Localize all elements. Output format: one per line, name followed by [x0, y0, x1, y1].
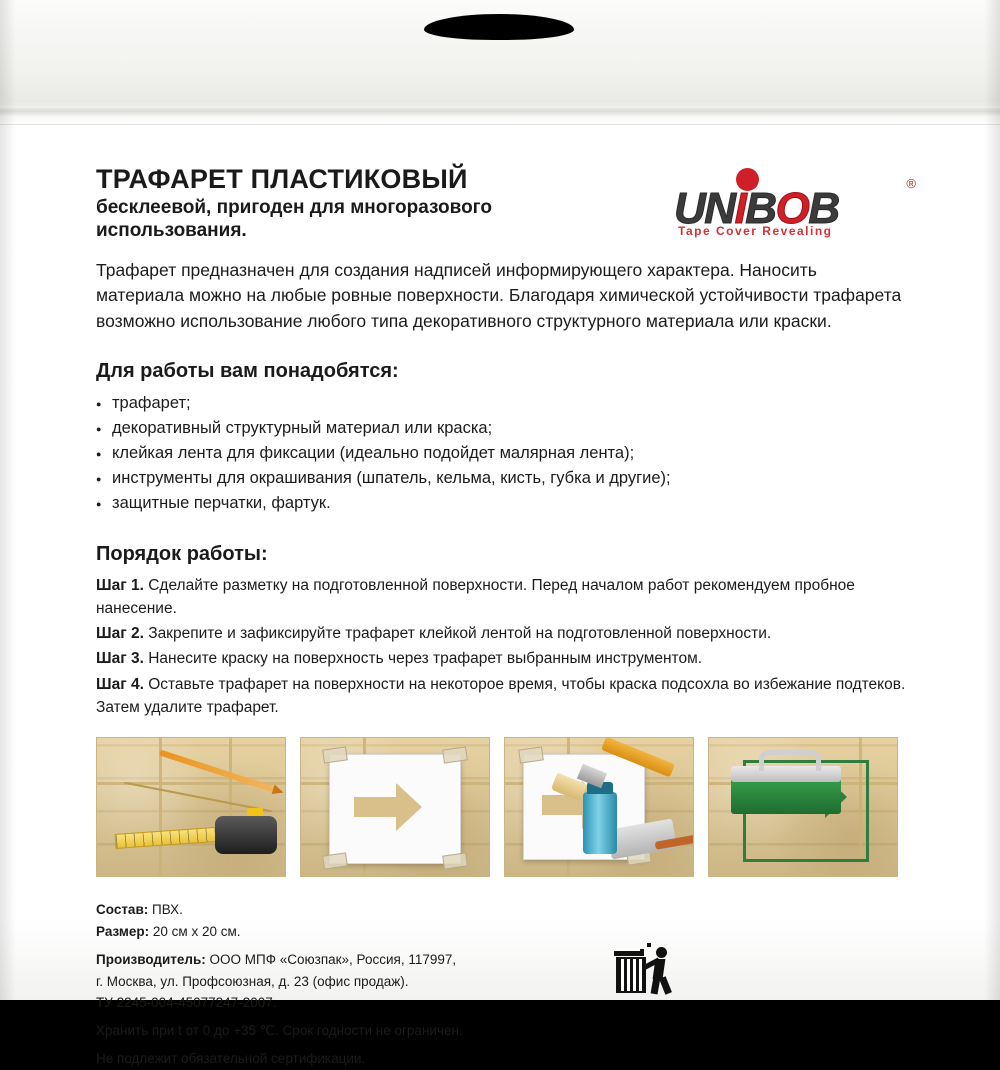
- list-item: ● декоративный структурный материал или краска;: [96, 416, 908, 441]
- trash-bit: [647, 943, 651, 947]
- needs-heading: Для работы вам понадобятся:: [96, 360, 399, 383]
- float-handle-icon: [759, 750, 821, 771]
- arrow-cutout-shaft: [354, 797, 402, 817]
- header: [96, 150, 916, 250]
- certification-line: Не подлежит обязательной сертификации.: [96, 1051, 366, 1067]
- step-text: Оставьте трафарет на поверхности на некоторое время, чтобы краска подсохла во избежание подтеков. Затем удалите трафарет.: [96, 675, 906, 716]
- address-line: г. Москва, ул. Профсоюзная, д. 23 (офис продаж).: [96, 973, 409, 989]
- logo-tagline: Tape Cover Revealing: [678, 224, 833, 238]
- manufacturer-line: [96, 949, 908, 971]
- step-label: Шаг 2.: [96, 625, 144, 643]
- person-leg: [659, 976, 672, 994]
- logo-text-i: I: [734, 184, 746, 233]
- instruction-photos: [96, 737, 908, 877]
- tape-measure-icon: [215, 816, 277, 854]
- grout-line: [229, 738, 232, 876]
- logo-text-b2: B: [808, 184, 839, 233]
- step-text: Нанесите краску на поверхность через трафарет выбранным инструментом.: [148, 650, 703, 668]
- logo-text-un: UN: [674, 184, 735, 233]
- list-item: ● инструменты для окрашивания (шпатель, кельма, кисть, губка и другие);: [96, 466, 908, 491]
- spray-can-icon: [583, 792, 617, 854]
- step4-result-photo: [708, 737, 898, 877]
- product-title: ТРАФАРЕТ ПЛАСТИКОВЫЙ: [96, 164, 468, 194]
- brand-logo: [674, 162, 916, 240]
- float-pad: [731, 778, 841, 814]
- step-item: [96, 622, 908, 645]
- tidy-man-icon: [616, 937, 686, 997]
- size-line: [96, 921, 908, 943]
- step1-marking-photo: [96, 737, 286, 877]
- step-text: Закрепите и зафиксируйте трафарет клейкой лентой на подготовленной поверхности.: [148, 625, 772, 643]
- trash-bin-icon: [616, 957, 646, 993]
- step-label: Шаг 3.: [96, 650, 144, 668]
- manufacturer-value: ООО МПФ «Союзпак», Россия, 117997,: [209, 951, 457, 967]
- composition-line: [96, 899, 908, 921]
- arrow-cutout-head: [396, 783, 422, 831]
- step3-painting-tools-photo: [504, 737, 694, 877]
- zip-lock-strip: [0, 108, 1000, 116]
- step2-fixing-stencil-photo: [300, 737, 490, 877]
- list-item: ● защитные перчатки, фартук.: [96, 491, 908, 516]
- euro-hang-hole: [424, 14, 574, 40]
- logo-text-o: O: [775, 184, 809, 233]
- step-item: [96, 647, 908, 670]
- spec-line: ТУ 2245-004-45077247-2007.: [96, 995, 277, 1011]
- manufacturer-label: Производитель:: [96, 951, 206, 967]
- stencil-sheet: [329, 754, 461, 864]
- step-item: [96, 673, 908, 720]
- grout-line: [159, 738, 162, 876]
- list-item: ● трафарет;: [96, 391, 908, 416]
- registered-trademark-icon: ®: [906, 176, 916, 191]
- step-text: Сделайте разметку на подготовленной поверхности. Перед началом работ рекомендуем пробное нанесение.: [96, 576, 855, 617]
- bag-left-shadow: [0, 0, 16, 1000]
- needs-list: [96, 391, 908, 516]
- bag-right-shadow: [984, 0, 1000, 1000]
- label-content: [96, 150, 916, 1070]
- size-value: 20 см х 20 см.: [152, 923, 241, 939]
- composition-value: ПВХ.: [152, 902, 183, 918]
- trash-bit: [640, 949, 644, 953]
- footer-info: [96, 899, 908, 1070]
- step-label: Шаг 4.: [96, 675, 144, 693]
- steps-heading: Порядок работы:: [96, 542, 268, 565]
- intro-paragraph: Трафарет предназначен для создания надписей информирующего характера. Наносить материала можно на любые ровные поверхности. Благодаря химической устойчивости трафарета возможно использование любого типа декоративного структурного материала или краски.: [96, 260, 902, 331]
- title-block: [96, 164, 616, 243]
- steps-list: [96, 574, 908, 720]
- list-item: ● клейкая лента для фиксации (идеально подойдет малярная лента);: [96, 441, 908, 466]
- step-label: Шаг 1.: [96, 576, 144, 594]
- size-label: Размер:: [96, 923, 150, 939]
- composition-label: Состав:: [96, 902, 149, 918]
- step-item: [96, 574, 908, 621]
- logo-text-b1: B: [745, 184, 776, 233]
- product-subtitle: бесклеевой, пригоден для многоразового использования.: [96, 197, 492, 242]
- storage-line: Хранить при t от 0 до +35 ℃. Срок годности не ограничен.: [96, 1023, 463, 1039]
